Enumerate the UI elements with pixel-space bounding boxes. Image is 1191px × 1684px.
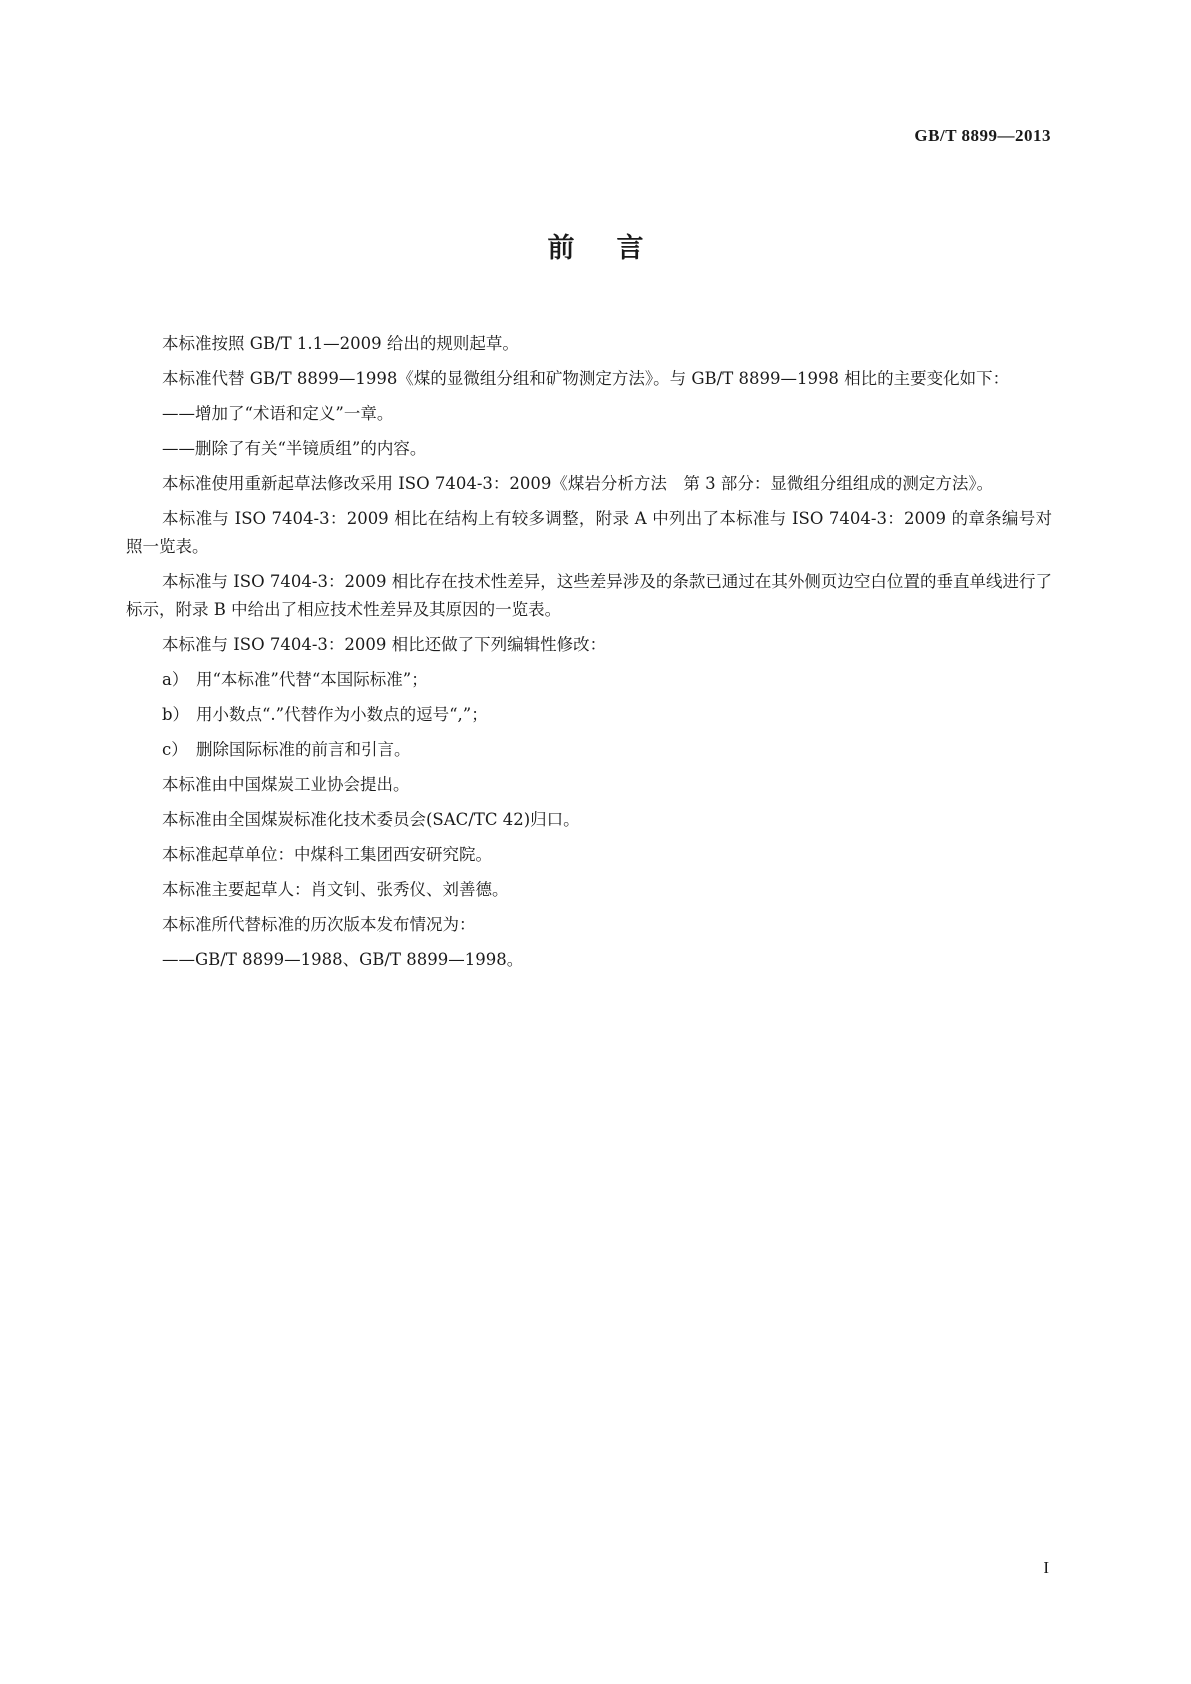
list-text: 用“本标准”代替“本国际标准”； [196,670,428,689]
list-marker: c） [162,740,188,759]
paragraph-proposer: 本标准由中国煤炭工业协会提出。 [162,775,410,794]
edit-list-item [126,736,1052,764]
page-number: I [1043,1558,1049,1577]
edit-list-item [126,701,1052,729]
paragraph-drafting-unit: 本标准起草单位：中煤科工集团西安研究院。 [162,845,492,864]
page-title: 前言 [547,233,686,264]
paragraph-history-intro: 本标准所代替标准的历次版本发布情况为： [162,915,476,934]
standard-code: GB/T 8899—2013 [914,126,1051,145]
list-marker: a） [162,670,189,689]
paragraph-editorial-intro: 本标准与 ISO 7404-3：2009 相比还做了下列编辑性修改： [162,635,607,654]
list-marker: b） [162,705,190,724]
paragraph-drafting-rules: 本标准按照 GB/T 1.1—2009 给出的规则起草。 [162,334,519,353]
paragraph-replaces: 本标准代替 GB/T 8899—1998《煤的显微组分组和矿物测定方法》。与 GB/T 8899—1998 相比的主要变化如下： [162,369,1010,388]
paragraph-structure-changes: 本标准与 ISO 7404-3：2009 相比在结构上有较多调整，附录 A 中列出了本标准与 ISO 7404-3：2009 的章条编号对照一览表。 [126,509,1052,556]
list-text: 删除国际标准的前言和引言。 [196,740,411,759]
change-item-removed-semivitrinite: ——删除了有关“半镜质组”的内容。 [162,439,427,458]
change-item-added-terms: ——增加了“术语和定义”一章。 [162,404,394,423]
paragraph-technical-differences: 本标准与 ISO 7404-3：2009 相比存在技术性差异，这些差异涉及的条款已通过在其外侧页边空白位置的垂直单线进行了标示，附录 B 中给出了相应技术性差异及其原因的一览表。 [126,572,1052,619]
list-text: 用小数点“.”代替作为小数点的逗号“,”； [196,705,488,724]
foreword-body [126,330,1052,981]
paragraph-history-versions: ——GB/T 8899—1988、GB/T 8899—1998。 [162,950,524,969]
paragraph-drafters: 本标准主要起草人：肖文钊、张秀仪、刘善德。 [162,880,509,899]
edit-list-item [126,666,1052,694]
paragraph-committee: 本标准由全国煤炭标准化技术委员会(SAC/TC 42)归口。 [162,810,580,829]
paragraph-adoption: 本标准使用重新起草法修改采用 ISO 7404-3：2009《煤岩分析方法 第 3 部分：显微组分组组成的测定方法》。 [162,474,994,493]
